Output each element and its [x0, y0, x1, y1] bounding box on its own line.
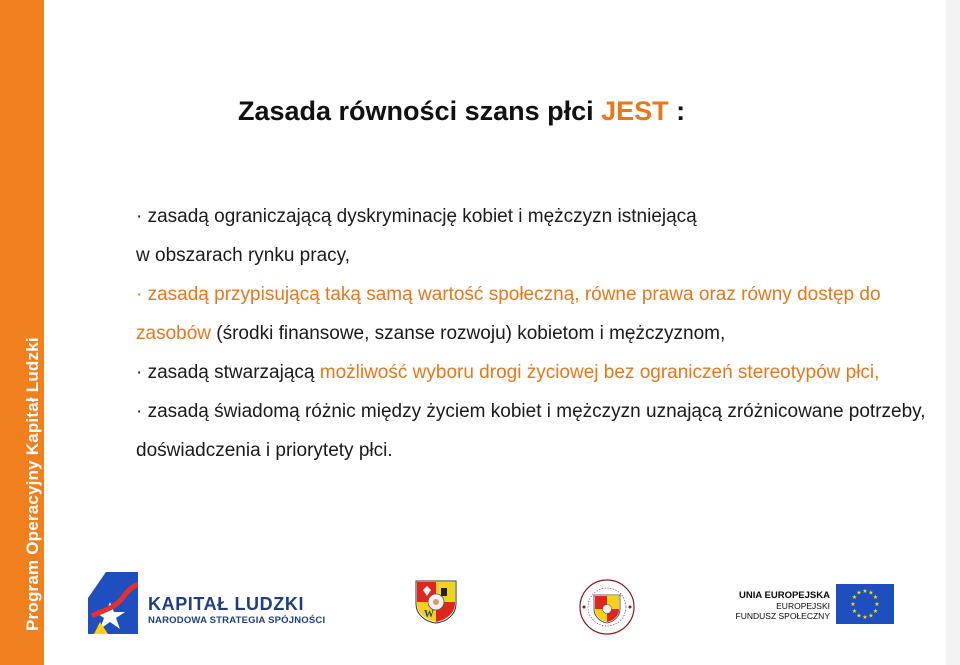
svg-text:★: ★	[862, 588, 868, 595]
pokl-star-logo-icon	[88, 572, 138, 634]
principle-3	[136, 353, 936, 392]
kapital-ludzki-logo	[148, 594, 325, 627]
principle-4	[136, 392, 936, 470]
eu-flag-icon	[836, 584, 894, 624]
principle-2-highlight: · zasadą przypisującą taką samą wartość społeczną, równe prawa oraz równy dostęp do zasobów	[136, 284, 881, 344]
zwiazek-gmin-seal-icon	[578, 578, 636, 636]
principles-list	[136, 197, 936, 470]
title-suffix: :	[668, 96, 686, 126]
svg-text:★: ★	[872, 608, 879, 615]
page-title	[238, 95, 685, 127]
wroclaw-crest-icon	[415, 580, 457, 624]
eu-label	[734, 590, 830, 621]
svg-text:★: ★	[850, 601, 856, 608]
eu-fund-line-1: EUROPEJSKI	[776, 601, 830, 611]
svg-text:★: ★	[851, 608, 858, 615]
right-edge-band	[946, 0, 960, 665]
kapital-ludzki-title: KAPITAŁ LUDZKI	[148, 594, 305, 614]
eu-fund-line-2: FUNDUSZ SPOŁECZNY	[735, 611, 830, 621]
principle-2	[136, 275, 936, 353]
svg-text:★: ★	[872, 594, 879, 601]
principle-3-highlight: możliwość wyboru drogi życiowej bez ograniczeń stereotypów płci,	[319, 362, 880, 383]
sidebar-program-label: Program Operacyjny Kapitał Ludzki	[23, 337, 42, 631]
principle-4-text: · zasadą świadomą różnic między życiem kobiet i mężczyzn uznającą zróżnicowane potrzeby, doświadczenia i priorytety płci.	[136, 401, 926, 461]
kapital-ludzki-subtitle: NARODOWA STRATEGIA SPÓJNOŚCI	[148, 615, 326, 626]
principle-3-text: · zasadą stwarzającą	[136, 362, 320, 383]
principle-1	[136, 197, 936, 275]
principle-1-line-2: w obszarach rynku pracy,	[136, 245, 351, 266]
eu-title: UNIA EUROPEJSKA	[739, 590, 830, 601]
title-main: Zasada równości szans płci	[238, 96, 602, 126]
svg-text:★: ★	[868, 612, 874, 620]
title-accent: JEST	[601, 96, 669, 126]
svg-text:★: ★	[856, 589, 862, 597]
svg-text:★: ★	[862, 614, 868, 621]
principle-1-line-1: · zasadą ograniczającą dyskryminację kobiet i mężczyzn istniejącą	[136, 206, 697, 227]
principle-2-text: (środki finansowe, szanse rozwoju) kobietom i mężczyznom,	[211, 323, 726, 344]
svg-text:W: W	[424, 609, 434, 620]
svg-text:★: ★	[874, 601, 880, 608]
sidebar-band	[0, 0, 44, 665]
svg-text:★: ★	[856, 612, 862, 620]
svg-text:★: ★	[851, 594, 858, 601]
svg-text:★: ★	[868, 589, 874, 597]
